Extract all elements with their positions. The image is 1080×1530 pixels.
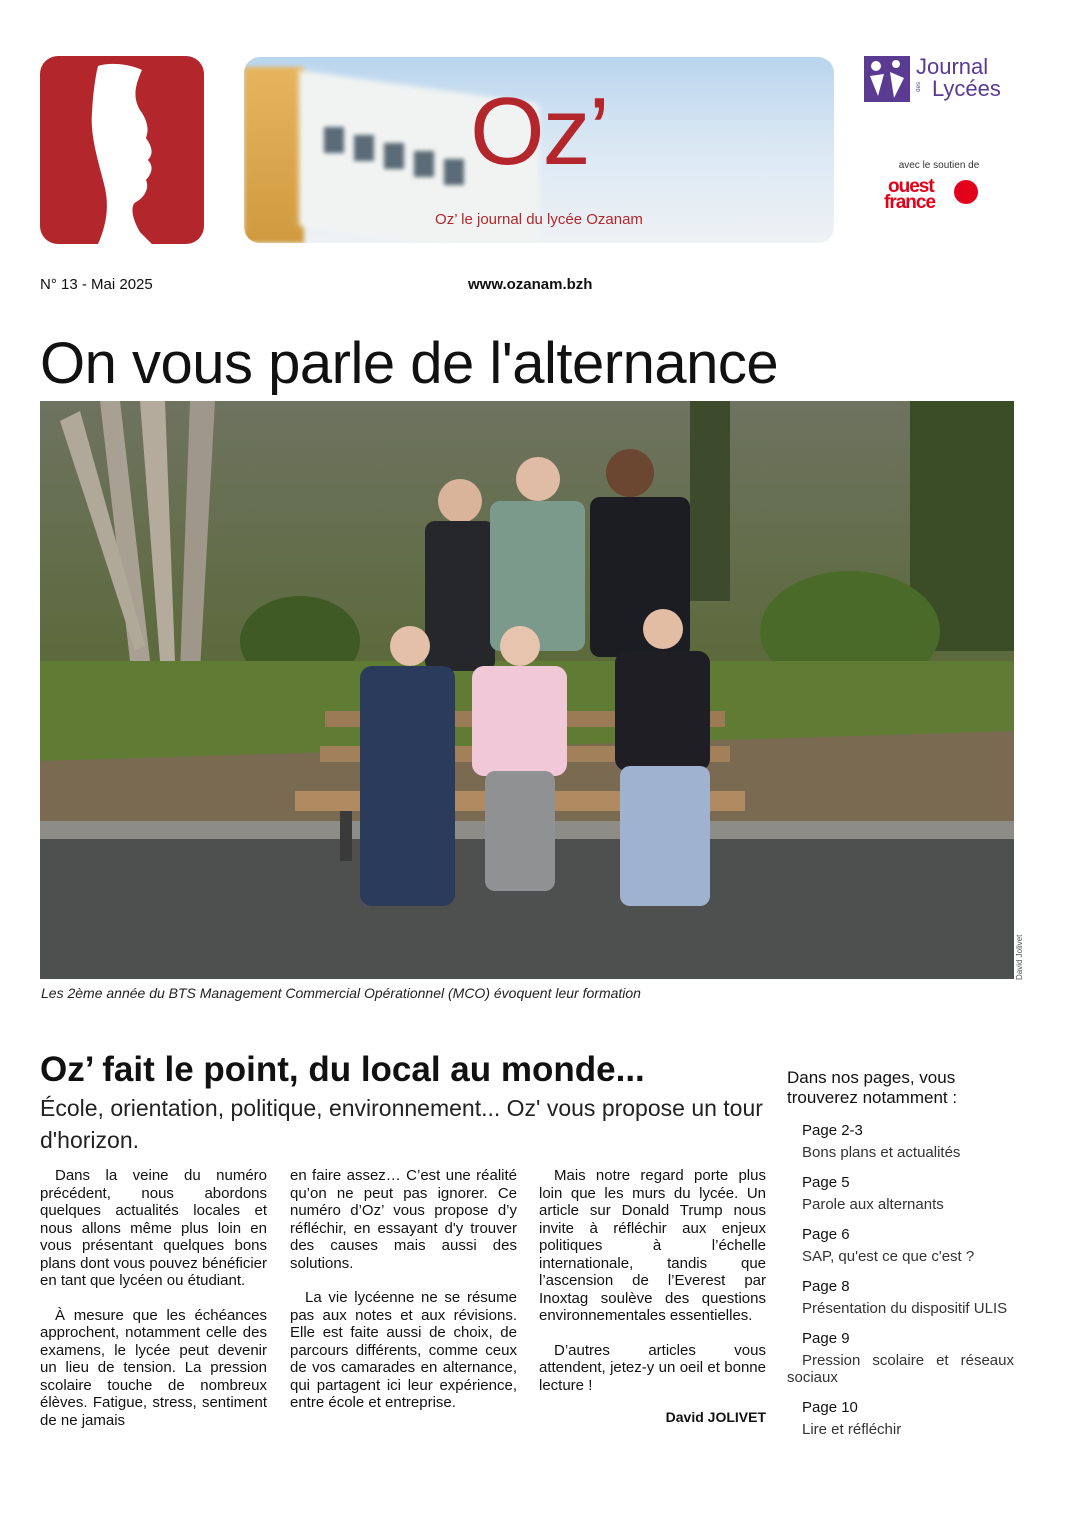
contents-description: Présentation du dispositif ULIS — [802, 1300, 1008, 1317]
ouest-france-circle-icon — [954, 180, 978, 204]
paragraph: La vie lycéenne ne se résume pas aux notes et aux révisions. Elle est faite aussi de choix, de parcours différents, comme ceux de vos camarades en alternance, qui partagent ici leur expérience, entre école et entreprise. — [290, 1289, 517, 1411]
students-bench-photo — [40, 401, 1014, 979]
paragraph: D’autres articles vous attendent, jetez-y un oeil et bonne lecture ! — [539, 1341, 766, 1394]
editorial-column-3 — [539, 1167, 766, 1411]
contents-page-number[interactable]: Page 9 — [802, 1330, 850, 1347]
contents-description: Parole aux alternants — [802, 1196, 944, 1213]
banner-title: Oz’ — [470, 78, 608, 185]
contents-page-number[interactable]: Page 6 — [802, 1226, 850, 1243]
website-link[interactable]: www.ozanam.bzh — [468, 276, 593, 293]
ouest-france-word-1: ouest — [888, 176, 934, 197]
ozanam-logo — [40, 56, 204, 244]
contents-page-number[interactable]: Page 10 — [802, 1399, 858, 1416]
issue-number: N° 13 - Mai 2025 — [40, 276, 153, 293]
group-photo — [40, 401, 1014, 979]
contents-description: Lire et réfléchir — [802, 1421, 902, 1438]
page-headline: On vous parle de l'alternance — [40, 331, 779, 396]
ouest-france-logo — [884, 174, 994, 214]
paragraph: Mais notre regard porte plus loin que les murs du lycée. Un article sur Donald Trump nous invite à réfléchir aux enjeux politiques à l’échelle internationale, tandis que l’ascension de l’Everest par Inoxtag soulève des questions environnementales essentielles. — [539, 1167, 766, 1324]
journal-des-lycees-logo — [864, 54, 1004, 106]
contents-page-number[interactable]: Page 2-3 — [802, 1122, 863, 1139]
editorial-column-2 — [290, 1167, 517, 1429]
people-stars-icon — [864, 56, 910, 102]
partner-logo-lycees: Lycées — [932, 76, 1001, 101]
partner-logo-journal: Journal — [916, 54, 989, 79]
photo-caption: Les 2ème année du BTS Management Commercial Opérationnel (MCO) évoquent leur formation — [41, 985, 641, 1001]
editorial-column-1 — [40, 1167, 267, 1446]
banner-subtitle: Oz’ le journal du lycée Ozanam — [435, 211, 643, 228]
journal-banner — [244, 57, 834, 243]
paragraph: Dans la veine du numéro précédent, nous abordons quelques actualités locales et nous allons même plus loin en vous présentant quelques bons plans dont vous pouvez bénéficier en tant que lycéen ou étudiant. — [40, 1167, 267, 1289]
partner-logo-des: des — [916, 82, 922, 92]
contents-page-number[interactable]: Page 5 — [802, 1174, 850, 1191]
ouest-france-word-2: france — [884, 192, 936, 213]
contents-sidebar — [787, 1068, 1014, 1447]
editorial-subtitle: École, orientation, politique, environnement... Oz' vous propose un tour d'horizon. — [40, 1095, 763, 1153]
contents-description: SAP, qu'est ce que c'est ? — [802, 1248, 975, 1265]
support-text: avec le soutien de — [898, 160, 980, 171]
contents-page-number[interactable]: Page 8 — [802, 1278, 850, 1295]
photo-credit: David Jolivet — [1015, 934, 1024, 980]
paragraph: en faire assez… C’est une réalité qu’on ne peut pas ignorer. Ce numéro d’Oz’ vous propose d’y réfléchir, en essayant d'y trouver des causes mais aussi des solutions. — [290, 1167, 517, 1272]
contents-intro: Dans nos pages, vous trouverez notamment : — [787, 1068, 958, 1107]
author-signature: David JOLIVET — [665, 1409, 766, 1425]
paragraph: À mesure que les échéances approchent, notamment celle des examens, le lycée peut devenir un lieu de tension. La pression scolaire touche de nombreux élèves. Fatigue, stress, sentiment de ne jamais — [40, 1306, 267, 1429]
contents-description: Bons plans et actualités — [802, 1144, 961, 1161]
contents-description: Pression scolaire et réseaux sociaux — [787, 1352, 1014, 1386]
editorial-title: Oz’ fait le point, du local au monde... — [40, 1050, 645, 1089]
profile-faces-icon — [40, 56, 204, 244]
